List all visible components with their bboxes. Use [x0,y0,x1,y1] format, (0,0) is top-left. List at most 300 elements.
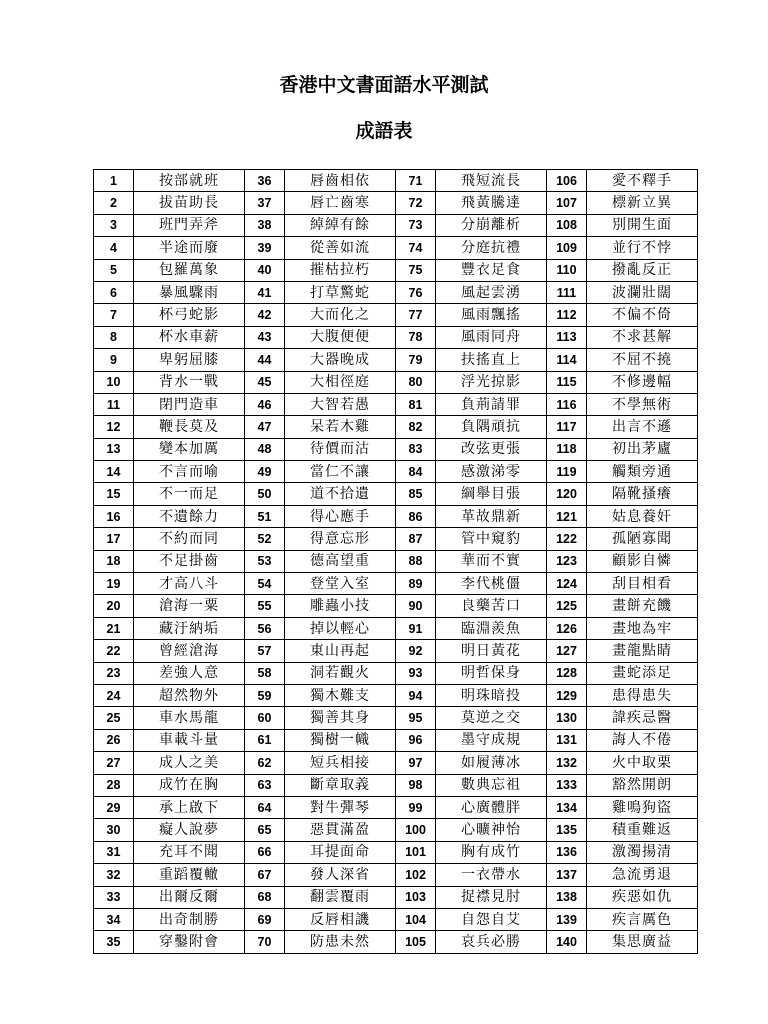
idiom-text: 重蹈覆轍 [134,864,245,886]
idiom-number: 96 [396,729,436,751]
idiom-text: 不修邊幅 [587,371,698,393]
idiom-text: 負荊請罪 [436,393,547,415]
document-subtitle: 成語表 [355,120,413,142]
idiom-text: 得心應手 [285,505,396,527]
idiom-number: 4 [94,237,134,259]
idiom-text: 超然物外 [134,684,245,706]
idiom-number: 112 [547,304,587,326]
idiom-text: 穿鑿附會 [134,931,245,953]
idiom-text: 登堂入室 [285,573,396,595]
idiom-text: 一衣帶水 [436,864,547,886]
idiom-text: 急流勇退 [587,864,698,886]
idiom-text: 數典忘祖 [436,774,547,796]
idiom-text: 管中窺豹 [436,528,547,550]
idiom-text: 莫逆之交 [436,707,547,729]
idiom-text: 諱疾忌醫 [587,707,698,729]
idiom-text: 並行不悖 [587,237,698,259]
table-row [94,931,698,953]
idiom-number: 88 [396,550,436,572]
idiom-number: 53 [245,550,285,572]
idiom-number: 17 [94,528,134,550]
table-row [94,864,698,886]
table-row [94,416,698,438]
idiom-number: 120 [547,483,587,505]
idiom-number: 140 [547,931,587,953]
idiom-text: 杯水車薪 [134,326,245,348]
idiom-number: 8 [94,326,134,348]
idiom-text: 掉以輕心 [285,617,396,639]
idiom-text: 反唇相譏 [285,908,396,930]
idiom-text: 扶搖直上 [436,349,547,371]
idiom-text: 雞鳴狗盜 [587,796,698,818]
idiom-text: 豁然開朗 [587,774,698,796]
idiom-text: 拔苗助長 [134,192,245,214]
idiom-number: 3 [94,214,134,236]
idiom-table [93,169,698,954]
idiom-text: 畫龍點睛 [587,640,698,662]
idiom-number: 64 [245,796,285,818]
idiom-number: 134 [547,796,587,818]
idiom-number: 86 [396,505,436,527]
idiom-text: 綽綽有餘 [285,214,396,236]
idiom-number: 21 [94,617,134,639]
idiom-text: 卑躬屈膝 [134,349,245,371]
idiom-text: 飛短流長 [436,170,547,192]
idiom-number: 84 [396,461,436,483]
table-row [94,349,698,371]
idiom-text: 半途而廢 [134,237,245,259]
idiom-text: 滄海一粟 [134,595,245,617]
idiom-text: 疾言厲色 [587,908,698,930]
idiom-number: 132 [547,752,587,774]
table-row [94,371,698,393]
idiom-text: 飛黃騰達 [436,192,547,214]
idiom-number: 136 [547,841,587,863]
idiom-number: 33 [94,886,134,908]
table-row [94,908,698,930]
idiom-text: 波瀾壯闊 [587,281,698,303]
idiom-text: 姑息養奸 [587,505,698,527]
idiom-number: 123 [547,550,587,572]
idiom-text: 杯弓蛇影 [134,304,245,326]
idiom-number: 32 [94,864,134,886]
idiom-text: 風雨飄搖 [436,304,547,326]
idiom-number: 85 [396,483,436,505]
idiom-number: 98 [396,774,436,796]
idiom-number: 126 [547,617,587,639]
idiom-number: 65 [245,819,285,841]
idiom-text: 當仁不讓 [285,461,396,483]
idiom-number: 106 [547,170,587,192]
idiom-number: 58 [245,662,285,684]
idiom-number: 80 [396,371,436,393]
idiom-number: 25 [94,707,134,729]
idiom-text: 成竹在胸 [134,774,245,796]
idiom-text: 墨守成規 [436,729,547,751]
idiom-text: 明哲保身 [436,662,547,684]
idiom-number: 109 [547,237,587,259]
idiom-text: 誨人不倦 [587,729,698,751]
idiom-number: 1 [94,170,134,192]
idiom-text: 變本加厲 [134,438,245,460]
idiom-number: 77 [396,304,436,326]
idiom-number: 35 [94,931,134,953]
idiom-number: 7 [94,304,134,326]
idiom-number: 87 [396,528,436,550]
idiom-text: 李代桃僵 [436,573,547,595]
idiom-text: 充耳不聞 [134,841,245,863]
idiom-number: 110 [547,259,587,281]
idiom-number: 60 [245,707,285,729]
idiom-text: 獨樹一幟 [285,729,396,751]
idiom-number: 129 [547,684,587,706]
idiom-text: 大相徑庭 [285,371,396,393]
table-row [94,752,698,774]
idiom-number: 131 [547,729,587,751]
idiom-number: 24 [94,684,134,706]
idiom-number: 11 [94,393,134,415]
idiom-number: 34 [94,908,134,930]
idiom-text: 不偏不倚 [587,304,698,326]
idiom-number: 94 [396,684,436,706]
idiom-number: 18 [94,550,134,572]
idiom-number: 48 [245,438,285,460]
idiom-number: 89 [396,573,436,595]
idiom-number: 14 [94,461,134,483]
idiom-number: 22 [94,640,134,662]
idiom-number: 51 [245,505,285,527]
idiom-number: 76 [396,281,436,303]
idiom-text: 別開生面 [587,214,698,236]
idiom-number: 115 [547,371,587,393]
idiom-number: 20 [94,595,134,617]
table-row [94,326,698,348]
idiom-text: 暴風驟雨 [134,281,245,303]
idiom-text: 標新立異 [587,192,698,214]
idiom-number: 73 [396,214,436,236]
table-row [94,304,698,326]
idiom-number: 138 [547,886,587,908]
idiom-number: 62 [245,752,285,774]
idiom-text: 按部就班 [134,170,245,192]
idiom-text: 風起雲湧 [436,281,547,303]
idiom-table-body [94,170,698,954]
idiom-text: 綱舉目張 [436,483,547,505]
idiom-text: 不求甚解 [587,326,698,348]
idiom-text: 獨木難支 [285,684,396,706]
idiom-text: 車水馬龍 [134,707,245,729]
idiom-number: 93 [396,662,436,684]
idiom-number: 95 [396,707,436,729]
idiom-number: 68 [245,886,285,908]
table-row [94,617,698,639]
idiom-text: 孤陋寡聞 [587,528,698,550]
idiom-number: 50 [245,483,285,505]
idiom-text: 火中取栗 [587,752,698,774]
table-row [94,259,698,281]
idiom-text: 不足掛齒 [134,550,245,572]
idiom-text: 大器晚成 [285,349,396,371]
idiom-number: 111 [547,281,587,303]
idiom-number: 67 [245,864,285,886]
idiom-text: 成人之美 [134,752,245,774]
document-title: 香港中文書面語水平測試 [279,74,489,96]
idiom-text: 不屈不撓 [587,349,698,371]
table-row [94,886,698,908]
idiom-number: 137 [547,864,587,886]
idiom-number: 121 [547,505,587,527]
idiom-text: 閉門造車 [134,393,245,415]
idiom-number: 102 [396,864,436,886]
idiom-text: 畫蛇添足 [587,662,698,684]
idiom-text: 大而化之 [285,304,396,326]
idiom-text: 分崩離析 [436,214,547,236]
table-row [94,707,698,729]
idiom-number: 135 [547,819,587,841]
idiom-text: 患得患失 [587,684,698,706]
idiom-number: 28 [94,774,134,796]
idiom-text: 愛不釋手 [587,170,698,192]
idiom-text: 大腹便便 [285,326,396,348]
idiom-text: 待價而沽 [285,438,396,460]
idiom-number: 139 [547,908,587,930]
idiom-text: 臨淵羨魚 [436,617,547,639]
table-row [94,662,698,684]
idiom-text: 不約而同 [134,528,245,550]
table-row [94,528,698,550]
idiom-number: 26 [94,729,134,751]
idiom-text: 短兵相接 [285,752,396,774]
idiom-number: 133 [547,774,587,796]
idiom-text: 唇齒相依 [285,170,396,192]
idiom-text: 斷章取義 [285,774,396,796]
table-row [94,841,698,863]
idiom-number: 23 [94,662,134,684]
idiom-number: 108 [547,214,587,236]
idiom-number: 43 [245,326,285,348]
idiom-text: 出爾反爾 [134,886,245,908]
idiom-text: 華而不實 [436,550,547,572]
idiom-number: 105 [396,931,436,953]
idiom-number: 40 [245,259,285,281]
idiom-text: 對牛彈琴 [285,796,396,818]
idiom-number: 128 [547,662,587,684]
idiom-number: 9 [94,349,134,371]
idiom-number: 6 [94,281,134,303]
idiom-number: 31 [94,841,134,863]
idiom-text: 背水一戰 [134,371,245,393]
idiom-text: 積重難返 [587,819,698,841]
idiom-number: 19 [94,573,134,595]
idiom-number: 47 [245,416,285,438]
idiom-text: 得意忘形 [285,528,396,550]
table-row [94,170,698,192]
idiom-text: 發人深省 [285,864,396,886]
idiom-number: 74 [396,237,436,259]
idiom-number: 5 [94,259,134,281]
idiom-text: 東山再起 [285,640,396,662]
idiom-number: 119 [547,461,587,483]
idiom-text: 才高八斗 [134,573,245,595]
idiom-text: 浮光掠影 [436,371,547,393]
idiom-number: 13 [94,438,134,460]
idiom-text: 刮目相看 [587,573,698,595]
idiom-text: 分庭抗禮 [436,237,547,259]
idiom-text: 明日黃花 [436,640,547,662]
idiom-number: 116 [547,393,587,415]
idiom-text: 撥亂反正 [587,259,698,281]
idiom-text: 不學無術 [587,393,698,415]
idiom-text: 集思廣益 [587,931,698,953]
idiom-number: 15 [94,483,134,505]
idiom-number: 52 [245,528,285,550]
idiom-text: 防患未然 [285,931,396,953]
idiom-text: 負隅頑抗 [436,416,547,438]
idiom-number: 30 [94,819,134,841]
idiom-number: 16 [94,505,134,527]
table-row [94,796,698,818]
table-row [94,192,698,214]
idiom-number: 38 [245,214,285,236]
idiom-text: 藏汙納垢 [134,617,245,639]
idiom-number: 81 [396,393,436,415]
idiom-text: 哀兵必勝 [436,931,547,953]
idiom-number: 75 [396,259,436,281]
idiom-number: 71 [396,170,436,192]
idiom-text: 出言不遜 [587,416,698,438]
idiom-text: 從善如流 [285,237,396,259]
idiom-number: 118 [547,438,587,460]
table-row [94,281,698,303]
idiom-text: 心曠神怡 [436,819,547,841]
table-row [94,595,698,617]
table-row [94,237,698,259]
idiom-text: 惡貫滿盈 [285,819,396,841]
idiom-text: 車載斗量 [134,729,245,751]
idiom-text: 不一而足 [134,483,245,505]
idiom-number: 113 [547,326,587,348]
idiom-text: 觸類旁通 [587,461,698,483]
idiom-number: 127 [547,640,587,662]
idiom-number: 57 [245,640,285,662]
idiom-text: 道不拾遺 [285,483,396,505]
idiom-text: 摧枯拉朽 [285,259,396,281]
idiom-text: 包羅萬象 [134,259,245,281]
idiom-text: 捉襟見肘 [436,886,547,908]
idiom-number: 79 [396,349,436,371]
idiom-number: 2 [94,192,134,214]
idiom-number: 78 [396,326,436,348]
idiom-number: 49 [245,461,285,483]
idiom-number: 125 [547,595,587,617]
idiom-number: 91 [396,617,436,639]
idiom-number: 99 [396,796,436,818]
idiom-number: 41 [245,281,285,303]
idiom-number: 37 [245,192,285,214]
idiom-number: 70 [245,931,285,953]
idiom-number: 39 [245,237,285,259]
idiom-number: 55 [245,595,285,617]
idiom-text: 豐衣足食 [436,259,547,281]
idiom-number: 69 [245,908,285,930]
table-row [94,640,698,662]
idiom-number: 54 [245,573,285,595]
idiom-number: 72 [396,192,436,214]
idiom-number: 117 [547,416,587,438]
idiom-text: 差強人意 [134,662,245,684]
idiom-number: 83 [396,438,436,460]
idiom-number: 122 [547,528,587,550]
idiom-text: 耳提面命 [285,841,396,863]
idiom-number: 63 [245,774,285,796]
idiom-number: 12 [94,416,134,438]
idiom-text: 不遺餘力 [134,505,245,527]
table-row [94,819,698,841]
idiom-text: 良藥苦口 [436,595,547,617]
idiom-number: 92 [396,640,436,662]
idiom-text: 初出茅廬 [587,438,698,460]
idiom-text: 明珠暗投 [436,684,547,706]
table-row [94,573,698,595]
idiom-number: 124 [547,573,587,595]
table-row [94,729,698,751]
idiom-text: 班門弄斧 [134,214,245,236]
idiom-text: 畫地為牢 [587,617,698,639]
idiom-number: 97 [396,752,436,774]
idiom-text: 唇亡齒寒 [285,192,396,214]
idiom-number: 130 [547,707,587,729]
idiom-text: 畫餅充饑 [587,595,698,617]
table-row [94,483,698,505]
table-row [94,774,698,796]
idiom-text: 隔靴搔癢 [587,483,698,505]
table-row [94,214,698,236]
idiom-number: 36 [245,170,285,192]
idiom-number: 107 [547,192,587,214]
table-row [94,684,698,706]
idiom-number: 29 [94,796,134,818]
idiom-number: 66 [245,841,285,863]
table-row [94,505,698,527]
idiom-text: 顧影自憐 [587,550,698,572]
idiom-number: 82 [396,416,436,438]
idiom-number: 46 [245,393,285,415]
idiom-text: 如履薄冰 [436,752,547,774]
idiom-text: 德高望重 [285,550,396,572]
idiom-number: 61 [245,729,285,751]
idiom-text: 激濁揚清 [587,841,698,863]
idiom-text: 心廣體胖 [436,796,547,818]
idiom-text: 胸有成竹 [436,841,547,863]
idiom-text: 疾惡如仇 [587,886,698,908]
idiom-number: 42 [245,304,285,326]
idiom-text: 雕蟲小技 [285,595,396,617]
idiom-number: 56 [245,617,285,639]
idiom-number: 27 [94,752,134,774]
idiom-text: 感激涕零 [436,461,547,483]
idiom-text: 曾經滄海 [134,640,245,662]
table-row [94,550,698,572]
idiom-number: 90 [396,595,436,617]
idiom-number: 44 [245,349,285,371]
idiom-number: 114 [547,349,587,371]
idiom-number: 10 [94,371,134,393]
idiom-number: 100 [396,819,436,841]
idiom-number: 103 [396,886,436,908]
table-row [94,461,698,483]
idiom-text: 承上啟下 [134,796,245,818]
idiom-text: 不言而喻 [134,461,245,483]
